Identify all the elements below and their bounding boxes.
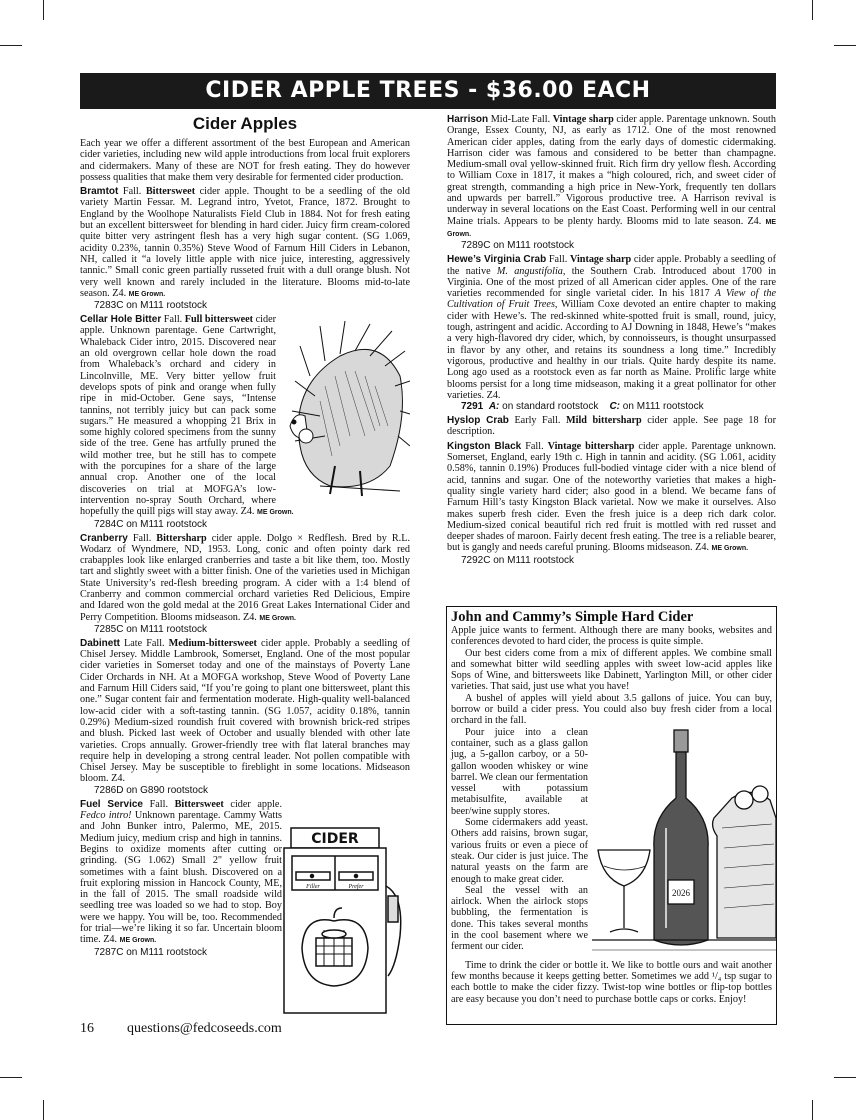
right-column [447, 114, 776, 566]
pump-sign: CIDER [311, 831, 359, 847]
recipe-paragraph: Time to drink the cider or bottle it. We like to bottle ours and wait another few months because it keeps getting better. Sometimes we add ¹/₄ tsp sugar to each bottle to make the cider fizzy. Twist-top wine bottles or flip-top bottles are easy because you don’t need to purchase bottle caps or corks. Enjoy! [451, 959, 772, 1005]
variety-kingston-black: Kingston Black Fall. Vintage bittersharp cider apple. Parentage unknown. Somerset, England, early 19th c. High in tannin and acidity. (SG 1.061, acidity 0.58%, tannin 0.19%) Produces full-bodied vintage cider with a nice blend of acid, tannins and sugar. One of the noteworthy varieties that makes a high-quality single variety hard cider; also good in a blend. We became fans of Farnum Hill’s tasty Kingston Black varietal. Now we make it ourselves. Also makes superb fresh cider. Even the fresh juice is a deep rich dark color. Medium-sized conical beautiful rich red fruit is mottled with red russet and deeper shades of maroon. Fairly decent fresh eating. The tree is a reliable bearer, but is gangly and needs careful pruning. Blooms midseason. Z4. ME Grown. 7292C on M111 rootstock [447, 440, 776, 566]
page-number: 16 [80, 1021, 94, 1036]
order-code: 7285C on M111 rootstock [94, 623, 208, 635]
variety-cellar-hole-bitter: Cellar Hole Bitter Fall. Full bittersweet cider apple. Unknown parentage. Gene Cartwright, Whaleback Cider intro, 2015. Discovered near an old overgrown cellar hole down the road from Whaleback’s orchard and cidery in Lincolnville, ME. Very bitter yellow fruit develops spots of pink and orange when fully ripe in mid-October. Gene says, “Intense tannins, not terribly juicy but can pack some sugars.” He measured a whopping 21 Brix in some highly colored specimens from the sunny side of the tree. Gene has artfully pruned the wild mother tree, but he still has to compete with the porcupines for a share of the large annual crop. Another one of the local discoveries on trial at MOFGA’s low-intervention no-spray South Orchard, where hopefully the quill pigs will stay away. Z4. ME Grown. 7284C on M111 rootstock [80, 314, 410, 529]
crop-mark [812, 0, 813, 20]
order-code: 7287C on M111 rootstock [94, 946, 208, 958]
cider-pump-illustration [276, 826, 408, 1016]
order-code: 7283C on M111 rootstock [94, 300, 208, 312]
intro-text: Each year we offer a different assortment of the best European and American cider varieties, including new wild apple introductions from local fruit explorers and cidermakers. Many of these are NOT for fresh eating. They do however possess qualities that make them very desirable for fermented cider production. [80, 138, 410, 183]
pump-label-right: Prefer [348, 884, 364, 890]
crop-mark [834, 45, 856, 46]
page-banner: CIDER APPLE TREES - $36.00 EACH [80, 73, 776, 109]
variety-cranberry: Cranberry Fall. Bittersharp cider apple. Dolgo × Redflesh. Bred by R.L. Wodarz of Wyndmere, ND, 1953. Long, conic and often pointy dark red crabapples look like enlarged cranberries and taste a bit like them, too. Mostly tart and slightly sweet with a bitter finish. One of the varieties used in Michigan State University’s red-flesh breeding program. A cider with a 1:4 blend of Cranberry and common commercial orchard varieties Red Delicious, Empire and Idared won the gold medal at the 2016 Great Lakes International Cider and Perry Competition. Blooms midseason. Z4. ME Grown. 7285C on M111 rootstock [80, 532, 410, 635]
crop-mark [834, 1077, 856, 1078]
variety-hewes-virginia-crab: Hewe’s Virginia Crab Fall. Vintage sharp cider apple. Probably a seedling of the native M. angustifolia, the Southern Crab. Introduced about 1700 in Virginia. One of the most prized of all American cider apples. One of the rare varieties recommended for single varietal cider. In his 1817 A View of the Cultivation of Fruit Trees, William Coxe devoted an entire chapter to making cider with Hewe’s. The red-skinned white-spotted fruit is small, round, juicy, tough, astringent and acidic. According to AJ Downing in 1848, Hewe’s “makes a very high-flavored dry cider, which, by connoisseurs, is thought unsurpassed in flavor by any other, and retains its soundness a long time.” Incredibly vigorous, productive and healthy in our trials. Quite hardy despite its name. Long ago used as a rootstock even as far north as Maine. Prolific large white blooms persist for a long time midseason, making it a great pollinator for other varieties. Z4. 7291 A: on standard rootstock C: on M111 rootstock [447, 254, 776, 413]
pump-label-left: Filler [306, 884, 320, 890]
order-code: 7292C on M111 rootstock [461, 554, 575, 566]
crop-mark [812, 1100, 813, 1120]
porcupine-illustration [280, 316, 410, 498]
recipe-title: John and Cammy’s Simple Hard Cider [451, 609, 694, 625]
order-code: 7286D on G890 rootstock [94, 784, 208, 796]
crop-mark [43, 1100, 44, 1120]
section-title: Cider Apples [192, 114, 298, 133]
wine-bottle-illustration [592, 728, 776, 960]
crop-mark [0, 45, 22, 46]
order-code: 7291 A: on standard rootstock C: on M111 rootstock [461, 401, 704, 413]
order-code: 7289C on M111 rootstock [461, 240, 575, 252]
order-code: 7284C on M111 rootstock [94, 518, 208, 530]
recipe-paragraph: A bushel of apples will yield about 3.5 gallons of juice. You can buy, borrow or build a cider press. You could also buy fresh cider from a local orchard in the fall. [451, 692, 772, 727]
recipe-paragraph: Seal the vessel with an airlock. When the airlock stops bubbling, the fermentation is done. This takes several months in the cool basement where we ferment our cider. [451, 884, 588, 953]
footer-email: questions@fedcoseeds.com [127, 1021, 282, 1036]
bottle-label: 2026 [672, 887, 690, 898]
crop-mark [0, 1077, 22, 1078]
variety-fuel-service: Fuel Service Fall. Bittersweet cider apple. Fedco intro! Unknown parentage. Cammy Watts and John Bunker intro, Palermo, ME, 2015. Medium juicy, medium crisp and high in tannins. Begins to oxidize moments after cutting or grinding. (SG 1.062) Small 2" yellow fruit sometimes with a faint blush. Discovered on a fruit exploring mission in Hancock County, ME, in the fall of 2015. The small roadside wild seedling tree was loaded so we had to stop. Boy were we happy. You will be, too. Recommended for trial—we’re liking it so far. Uncertain bloom time. Z4. ME Grown. 7287C on M111 rootstock [80, 798, 283, 958]
variety-bramtot: Bramtot Fall. Bittersweet cider apple. Thought to be a seedling of the old variety Martin Fessar. M. Legrand intro, Yvetot, France, 1872. Brought to England by the Woolhope Naturalists Field Club in 1884. Not for fresh eating but an excellent bittersweet for blending in hard cider. Juicy firm cream-colored quite bitter very astringent flesh has a very high sugar content. (SG 1.069, acidity 0.23%, tannin 0.35%) Steve Wood of Farnum Hill Ciders in Lebanon, NH, called it “a lovely little apple with nice juice, interesting, aggressively tannic.” Small conic green partially russeted fruit with a dull orange blush. Not very well known and rarely included in the literature. Blooms mid-to-late season. Z4. ME Grown. 7283C on M111 rootstock [80, 186, 410, 312]
recipe-paragraph: Pour juice into a clean container, such as a glass gallon jug, a 5-gallon carboy, or a 50-gallon wooden whiskey or wine barrel. We clean our fermentation vessel with potassium metabisulfite, available at beer/wine supply stores. [451, 726, 588, 817]
variety-dabinett: Dabinett Late Fall. Medium-bittersweet cider apple. Probably a seedling of Chisel Jersey. Middle Lambrook, Somerset, England. One of the most popular cider varieties in Somerset today and one of the mainstays of Poverty Lane Cider Orchards in NH. At a MOFGA workshop, Steve Wood of Poverty Lane and Farnum Hill Ciders said, “If you’re going to plant one bittersweet, plant this one.” Sugar content fair and fermentation moderate. High-quality well-balanced low-acid cider with a soft-tasting tannin. (SG 1.057, acidity 0.18%, tannin 0.29%) Medium-sized roundish fruit covered with brownish brick-red stripes and blush. Picked last week of October and usually blended with other late varieties. Crops annually. Grower-friendly tree with flat lateral branches may require help in developing a strong central leader. Not pollen compatible with Chisel Jersey. May be susceptible to fireblight in some locations. Midseason bloom. Z4. 7286D on G890 rootstock [80, 637, 410, 796]
variety-hyslop-crab: Hyslop Crab Early Fall. Mild bittersharp cider apple. See page 18 for description. [447, 415, 776, 438]
recipe-paragraph: Some cidermakers add yeast. Others add raisins, brown sugar, various fruits or even a piece of steak. Our cider is just juice. The natural yeasts on the farm are enough to make great cider. [451, 817, 588, 885]
recipe-paragraph: Our best ciders come from a mix of different apples. We combine small and somewhat bitter wild seedling apples with sweet low-acid apples like Sops of Wine, and bittersweets like Dabinett, Yarlington Mill, or other cider varieties. That said, just use what you have! [451, 647, 772, 693]
variety-harrison: Harrison Mid-Late Fall. Vintage sharp cider apple. Parentage unknown. South Orange, Essex County, NJ, as early as 1712. One of the most renowned American cider apples, dating from the early days of domestic cidermaking. Harrison cider was famous and considered to be better than champagne. Medium-small oval yellow-skinned fruit. Rich firm dry yellow flesh. According to William Coxe in 1817, it makes a “high coloured, rich, and sweet cider of great strength, commanding a high price in New-York, frequently ten dollars and upwards per barrell.” Vigorous productive tree. A Harrison revival is underway in several locations on the East Coast. Performing well in our central Maine trials. Appears to be plenty hardy. Blooms mid to late season. Z4. ME Grown. 7289C on M111 rootstock [447, 114, 776, 252]
crop-mark [43, 0, 44, 20]
recipe-paragraph: Apple juice wants to ferment. Although there are many books, websites and conferences devoted to hard cider, the process is quite simple. [451, 625, 772, 648]
recipe-box [446, 606, 777, 1025]
